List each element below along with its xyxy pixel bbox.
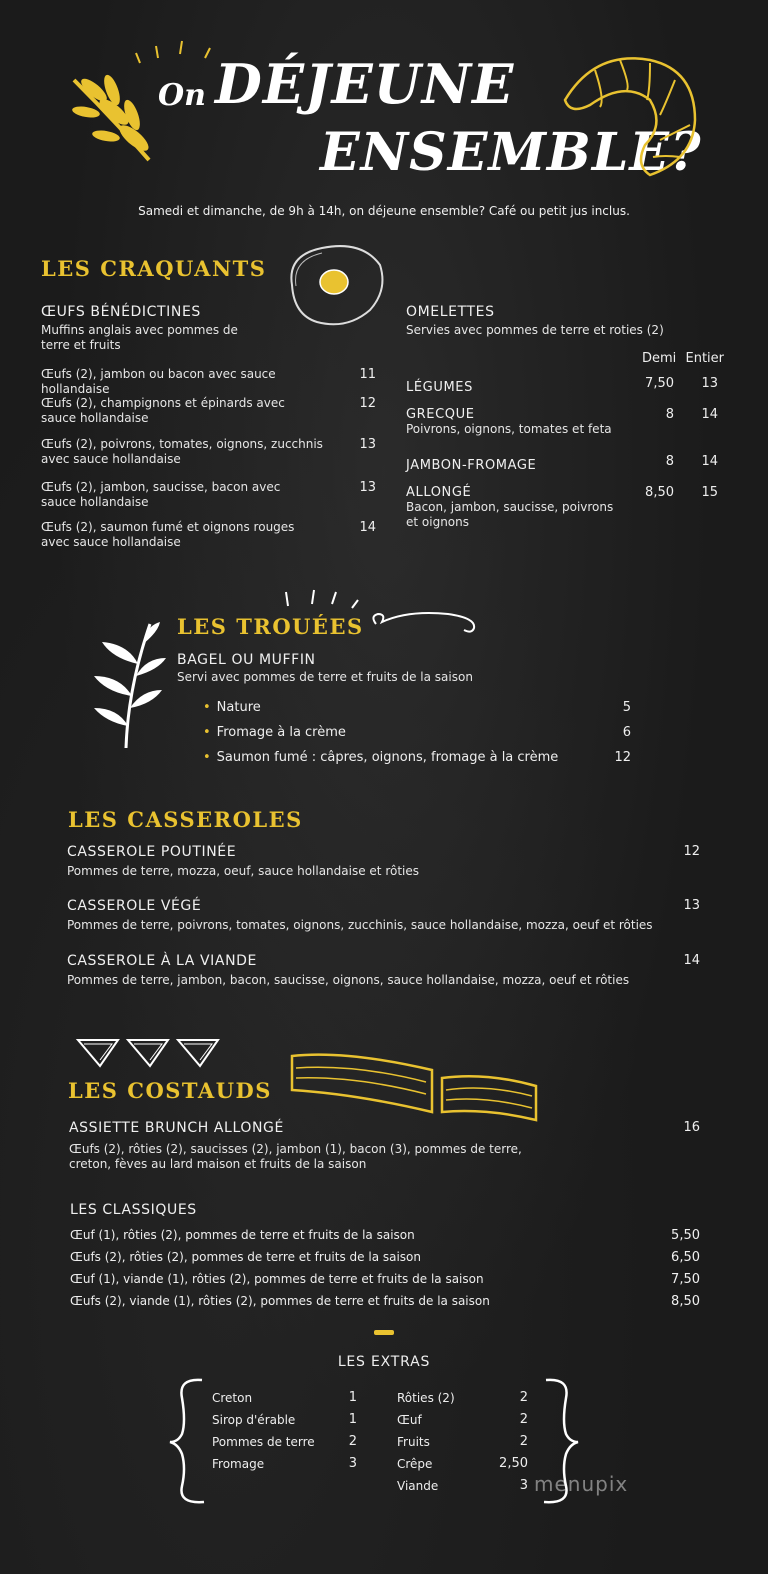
extra-label: Crêpe (397, 1457, 433, 1471)
bagel-name: BAGEL OU MUFFIN (177, 652, 316, 668)
extra-price: 2,50 (499, 1456, 528, 1471)
list-item: JAMBON-FROMAGE 8 14 (406, 454, 718, 473)
list-item: Œuf (1), viande (1), rôties (2), pommes de terre et fruits de la saison 7,50 (70, 1272, 700, 1287)
extra-price: 1 (348, 1412, 357, 1427)
benedictines-name: ŒUFS BÉNÉDICTINES (41, 304, 201, 320)
list-item: CASSEROLE POUTINÉE Pommes de terre, mozza, oeuf, sauce hollandaise et rôties 12 (67, 844, 700, 878)
left-brace-icon (168, 1376, 208, 1506)
section-title-craquants: LES CRAQUANTS (41, 256, 267, 281)
extra-price: 1 (348, 1390, 357, 1405)
extra-price: 2 (519, 1390, 528, 1405)
benedictines-desc: Muffins anglais avec pommes de terre et fruits (41, 323, 238, 352)
item-price: 8,50 (671, 1294, 700, 1309)
bullet-icon: • (203, 725, 211, 740)
extra-label: Sirop d'érable (212, 1413, 296, 1427)
item-price: 11 (359, 367, 376, 382)
list-item: • Nature 5 (203, 700, 631, 715)
list-item: Œufs (2), saumon fumé et oignons rouges avec sauce hollandaise 14 (41, 520, 376, 549)
fried-egg-icon (282, 240, 388, 330)
item-price: 12 (614, 750, 631, 765)
section-title-costauds: LES COSTAUDS (68, 1078, 272, 1103)
watermark: menupix (534, 1472, 629, 1496)
list-item: Œufs (2), poivrons, tomates, oignons, zucchnis avec sauce hollandaise 13 (41, 437, 376, 466)
section-title-trouees: LES TROUÉES (177, 614, 364, 639)
classiques-title: LES CLASSIQUES (70, 1202, 197, 1218)
sparkle-icon (130, 38, 220, 68)
extra-label: Pommes de terre (212, 1435, 315, 1449)
section-title-casseroles: LES CASSEROLES (68, 807, 303, 832)
list-item: CASSEROLE VÉGÉ Pommes de terre, poivrons, tomates, oignons, zucchinis, sauce hollandaise, mozza, oeuf et rôties 13 (67, 898, 700, 932)
title-on: On (158, 78, 206, 113)
extra-label: Rôties (2) (397, 1391, 455, 1405)
list-item: LÉGUMES 7,50 13 (406, 376, 718, 395)
leaf-branch-icon (88, 618, 168, 752)
extra-price: 2 (519, 1434, 528, 1449)
item-price: 13 (359, 480, 376, 495)
item-price: 12 (359, 396, 376, 411)
croissant-icon (555, 45, 705, 185)
brunch-item: ASSIETTE BRUNCH ALLONGÉ Œufs (2), rôties (2), saucisses (2), jambon (1), bacon (3), pommes de terre, creton, fèves au lard maison et fruits de la saison 16 (69, 1120, 700, 1171)
item-price: 14 (359, 520, 376, 535)
item-price: 5 (622, 700, 631, 715)
list-item: Œufs (2), rôties (2), pommes de terre et fruits de la saison 6,50 (70, 1250, 700, 1265)
item-price: 14 (683, 953, 700, 968)
list-item: • Fromage à la crème 6 (203, 725, 631, 740)
extra-label: Viande (397, 1479, 439, 1493)
bullet-icon: • (203, 700, 211, 715)
list-item: Œufs (2), viande (1), rôties (2), pommes de terre et fruits de la saison 8,50 (70, 1294, 700, 1309)
divider-dash (374, 1330, 394, 1335)
page-title-line1: DÉJEUNE (215, 52, 515, 116)
section-title-extras: LES EXTRAS (337, 1354, 431, 1370)
list-item: • Saumon fumé : câpres, oignons, fromage à la crème 12 (203, 750, 631, 765)
header (0, 0, 768, 230)
page-title-line2: ENSEMBLE? (320, 122, 702, 183)
list-item: CASSEROLE À LA VIANDE Pommes de terre, jambon, bacon, saucisse, oignons, sauce hollandaise, mozza, oeuf et rôties 14 (67, 953, 700, 987)
item-price: 6,50 (671, 1250, 700, 1265)
list-item: Œufs (2), jambon, saucisse, bacon avec sauce hollandaise 13 (41, 480, 376, 509)
list-item: Œufs (2), champignons et épinards avec sauce hollandaise 12 (41, 396, 376, 425)
item-price: 6 (622, 725, 631, 740)
extra-price: 3 (519, 1478, 528, 1493)
item-price: 5,50 (671, 1228, 700, 1243)
triangle-ornament-icon (74, 1034, 226, 1070)
list-item: ALLONGÉ Bacon, jambon, saucisse, poivrons et oignons 8,50 15 (406, 485, 718, 529)
list-item: GRECQUE Poivrons, oignons, tomates et feta 8 14 (406, 407, 718, 436)
extra-price: 2 (348, 1434, 357, 1449)
item-price: 13 (683, 898, 700, 913)
omelettes-name: OMELETTES (406, 304, 495, 320)
list-item: Œuf (1), rôties (2), pommes de terre et fruits de la saison 5,50 (70, 1228, 700, 1243)
wheat-icon (64, 60, 164, 170)
bullet-icon: • (203, 750, 211, 765)
item-price: 12 (683, 844, 700, 859)
swirl-ornament-icon (368, 606, 480, 636)
extra-price: 2 (519, 1412, 528, 1427)
item-price: 16 (683, 1120, 700, 1135)
extra-price: 3 (348, 1456, 357, 1471)
extra-label: Fromage (212, 1457, 265, 1471)
extra-label: Creton (212, 1391, 253, 1405)
sparkle-icon (282, 586, 362, 610)
col-entier: Entier (685, 351, 724, 366)
col-demi: Demi (642, 351, 677, 366)
bacon-icon (286, 1050, 542, 1124)
subtitle: Samedi et dimanche, de 9h à 14h, on déjeune ensemble? Café ou petit jus inclus. (138, 204, 630, 218)
item-price: 7,50 (671, 1272, 700, 1287)
extra-label: Fruits (397, 1435, 430, 1449)
extra-label: Œuf (397, 1413, 422, 1427)
item-price: 13 (359, 437, 376, 452)
list-item: Œufs (2), jambon ou bacon avec sauce hollandaise 11 (41, 367, 376, 396)
bagel-desc: Servi avec pommes de terre et fruits de la saison (177, 670, 473, 684)
omelettes-desc: Servies avec pommes de terre et roties (2) (406, 323, 664, 337)
